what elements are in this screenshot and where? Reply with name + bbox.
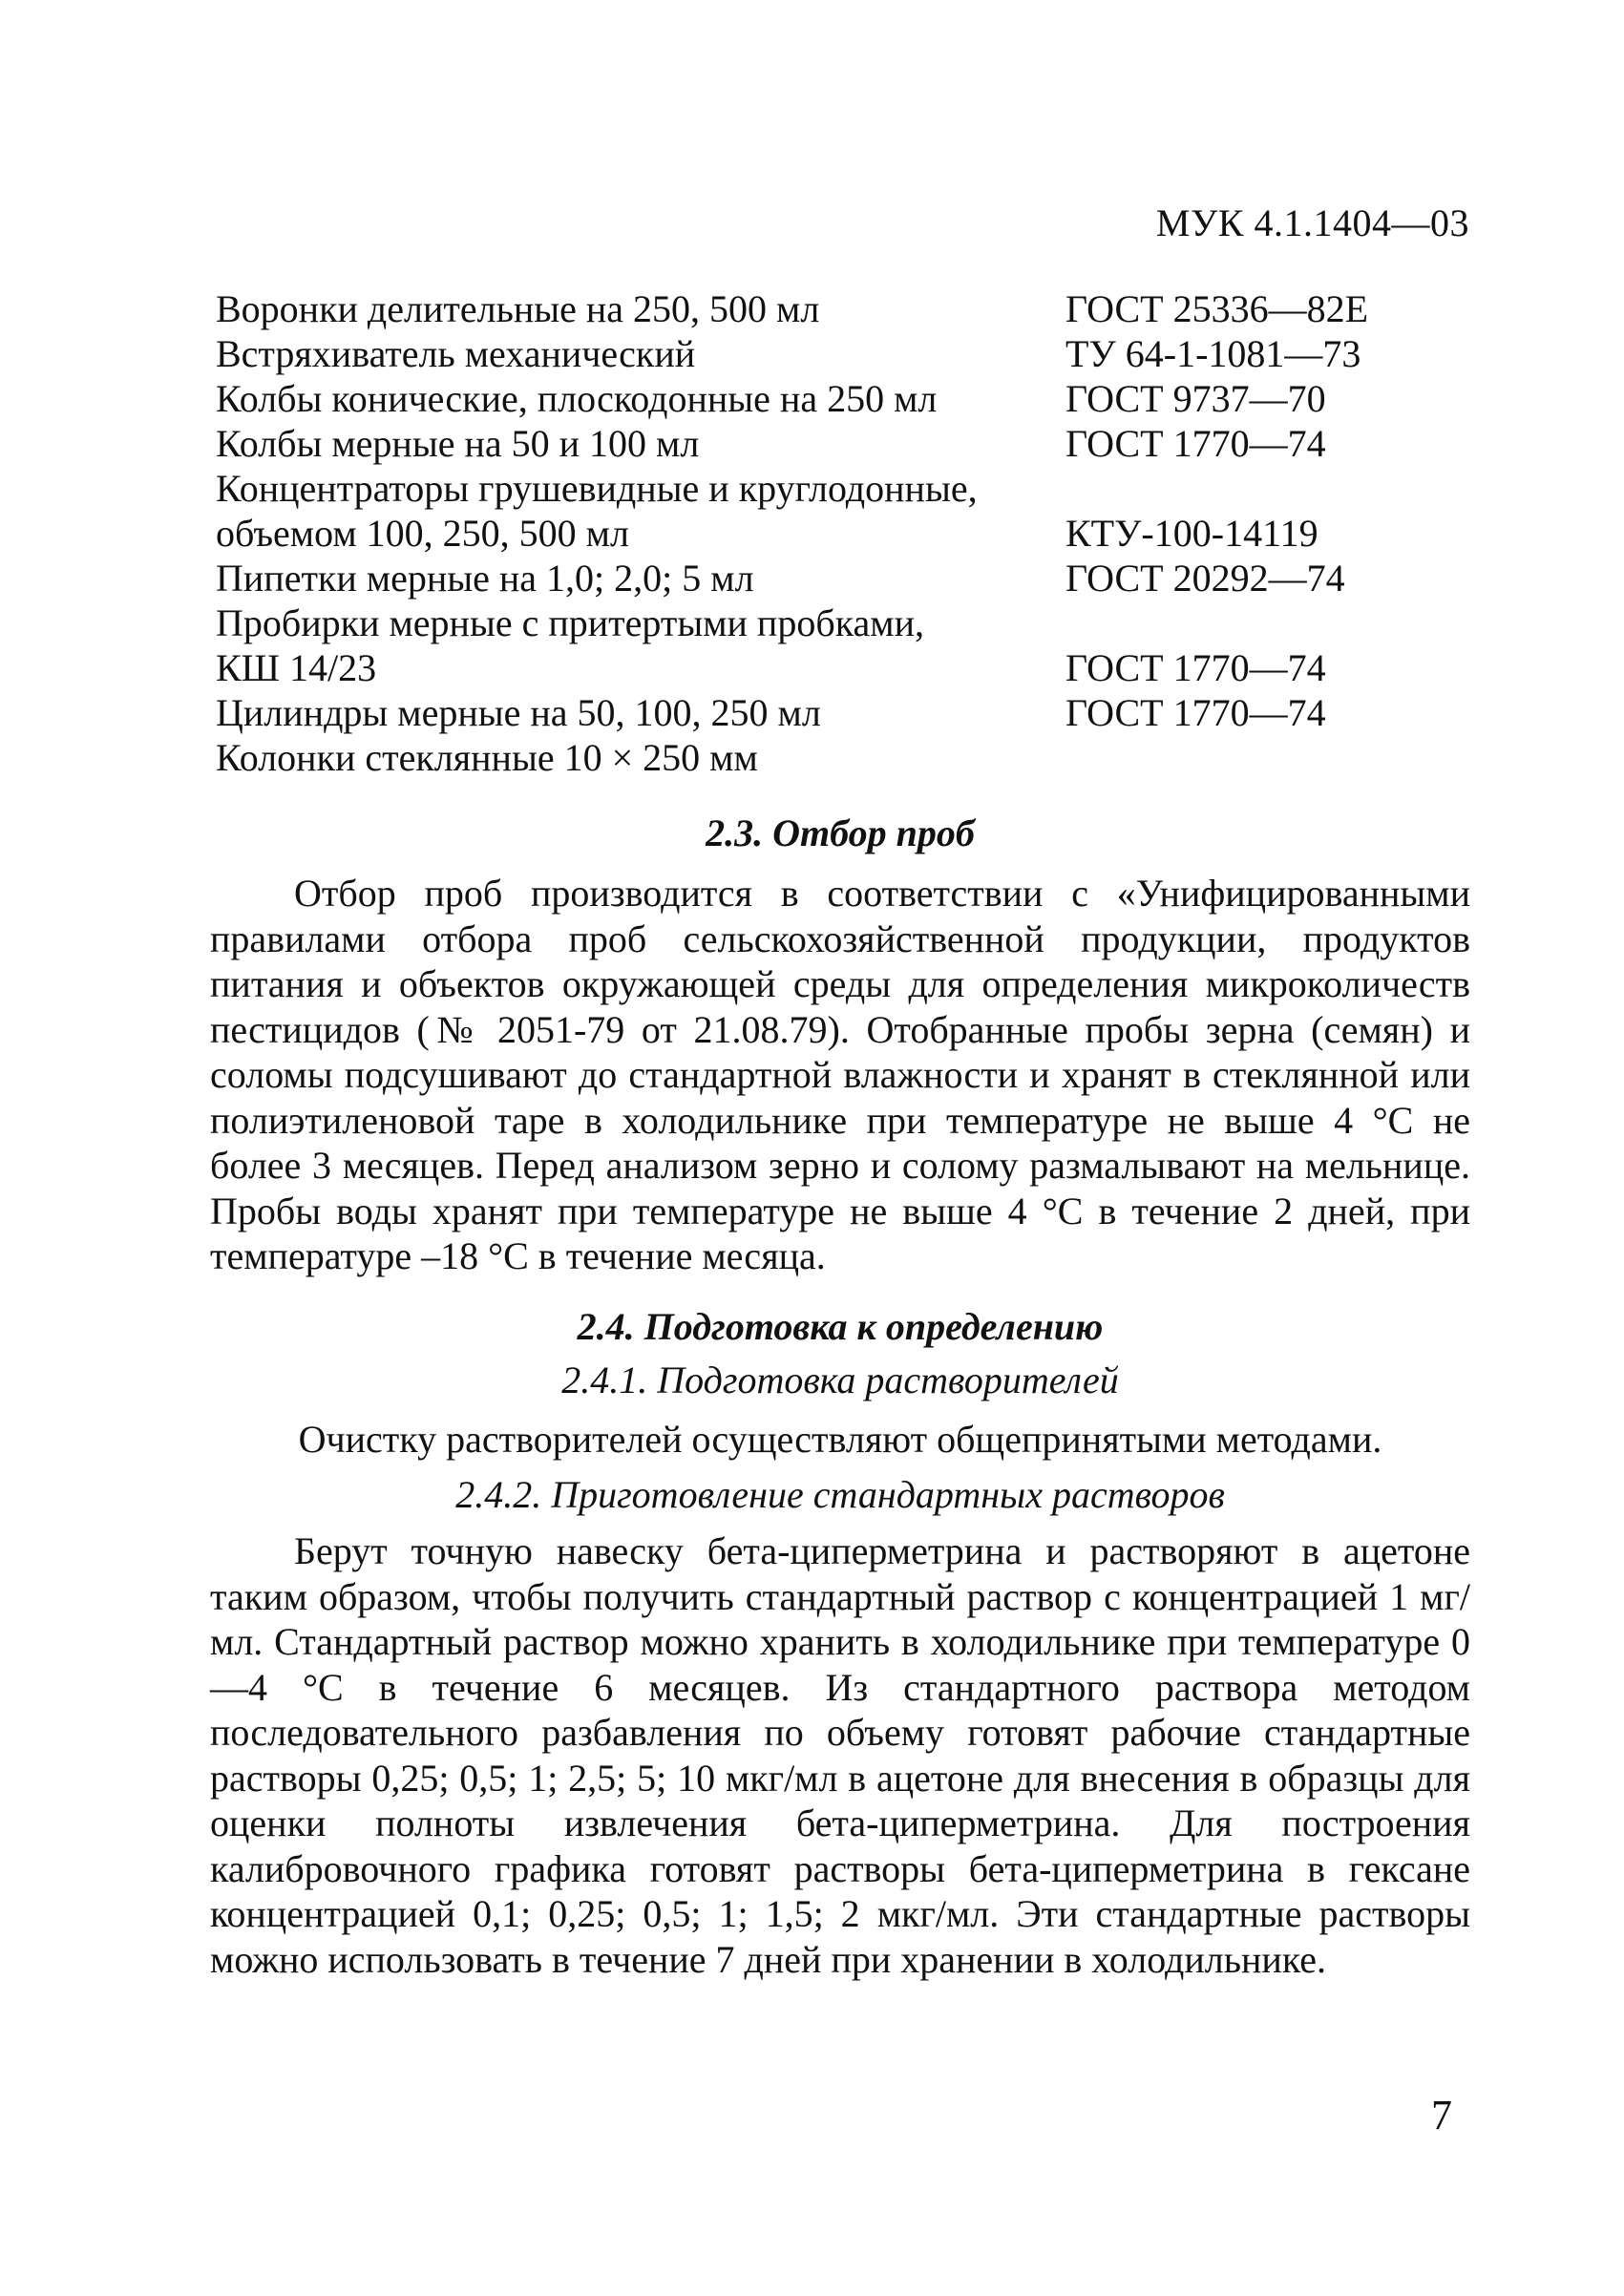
equipment-name: Пробирки мерные с притертыми пробками, [216,601,924,644]
section-preparation [210,1303,1470,1982]
equipment-standard: ГОСТ 1770—74 [1065,691,1326,734]
equipment-item [216,331,1457,376]
equipment-item [216,556,1457,600]
equipment-standard: ГОСТ 20292—74 [1065,557,1345,600]
section-paragraph: Отбор проб производится в соответствии с «Унифицированными правилами отбора проб сельскохозяйственной продукции, продуктов питания и объектов окружающей среды для определения микроколичеств пестицидов (№ 2051-79 от 21.08.79). Отобранные пробы зерна (семян) и соломы подсушивают до стандартной влажности и хранят в стеклянной или полиэтиленовой таре в холодильнике при температуре не выше 4 °С не более 3 месяцев. Перед анализом зерно и солому размалывают на мельнице. Пробы воды хранят при температуре не выше 4 °С в течение 2 дней, при температуре –18 °С в течение месяца. [210,872,1470,1277]
equipment-name: Концентраторы грушевидные и круглодонные, [216,467,978,510]
subsection-heading: 2.4.2. Приготовление стандартных растворов [455,1473,1225,1516]
equipment-name: Пипетки мерные на 1,0; 2,0; 5 мл [216,557,754,600]
equipment-list [216,286,1457,780]
section-heading: 2.3. Отбор проб [706,811,975,854]
equipment-item [216,690,1457,735]
equipment-item [216,466,1457,556]
section-sampling [210,810,1470,1279]
equipment-name: Цилиндры мерные на 50, 100, 250 мл [216,691,821,734]
document-code: МУК 4.1.1404—03 [1155,201,1469,244]
equipment-name: объемом 100, 250, 500 мл [216,512,629,555]
equipment-standard: ГОСТ 1770—74 [1065,646,1326,689]
equipment-item [216,421,1457,466]
equipment-name: Встряхиватель механический [216,332,696,375]
equipment-item [216,735,1457,780]
equipment-name: Воронки делительные на 250, 500 мл [216,287,820,330]
equipment-name: Колбы мерные на 50 и 100 мл [216,422,700,465]
equipment-standard: КТУ-100-14119 [1065,512,1318,555]
equipment-item [216,376,1457,421]
section-paragraph: Берут точную навеску бета-циперметрина и растворяют в ацетоне таким образом, чтобы получить стандартный раствор с концентрацией 1 мг/мл. Стандартный раствор можно хранить в холодильнике при температуре 0—4 °С в течение 6 месяцев. Из стандартного раствора методом последовательного разбавления по объему готовят рабочие стандартные растворы 0,25; 0,5; 1; 2,5; 5; 10 мкг/мл в ацетоне для внесения в образцы для оценки полноты извлечения бета-циперметрина. Для построения калибровочного графика готовят растворы бета-циперметрина в гексане концентрацией 0,1; 0,25; 0,5; 1; 1,5; 2 мкг/мл. Эти стандартные растворы можно использовать в течение 7 дней при хранении в холодильнике. [210,1529,1470,1981]
equipment-name: Колонки стеклянные 10 × 250 мм [216,736,758,779]
equipment-name: КШ 14/23 [216,646,377,689]
equipment-standard: ГОСТ 1770—74 [1065,422,1326,465]
equipment-standard: ГОСТ 9737—70 [1065,377,1326,420]
equipment-item [216,600,1457,690]
equipment-name: Колбы конические, плоскодонные на 250 мл [216,377,938,420]
equipment-standard: ГОСТ 25336—82Е [1065,287,1369,330]
section-paragraph: Очистку растворителей осуществляют общепринятыми методами. [298,1418,1382,1461]
page-number: 7 [1431,2092,1452,2138]
equipment-item [216,286,1457,331]
section-heading: 2.4. Подготовка к определению [577,1305,1104,1348]
equipment-standard: ТУ 64-1-1081—73 [1065,332,1361,375]
subsection-heading: 2.4.1. Подготовка растворителей [561,1359,1119,1401]
